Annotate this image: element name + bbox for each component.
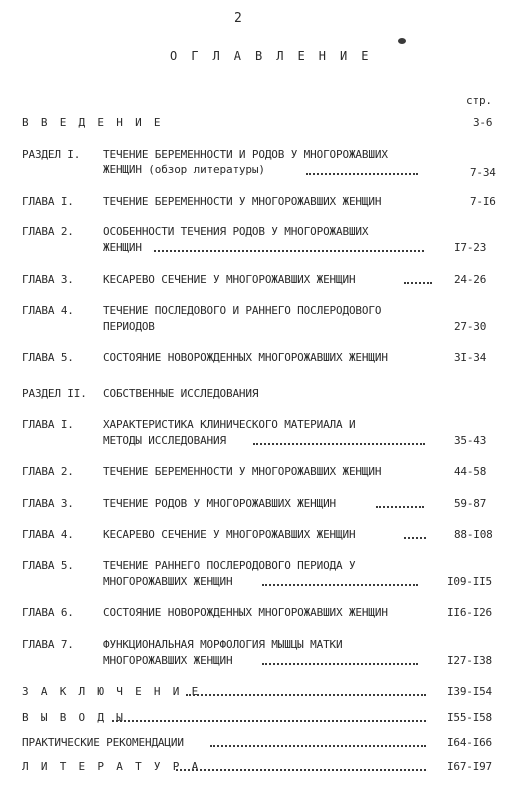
toc-entry-title: СОСТОЯНИЕ НОВОРОЖДЕННЫХ МНОГОРОЖАВШИХ ЖЕНЩИН [103, 606, 388, 619]
dot-leader [176, 763, 426, 771]
toc-chapter-label: ГЛАВА 4. [22, 528, 74, 541]
toc-entry-title: ФУНКЦИОНАЛЬНАЯ МОРФОЛОГИЯ МЫШЦЫ МАТКИ [103, 638, 343, 651]
toc-entry-pages: I39-I54 [447, 685, 492, 698]
toc-entry-pages: 27-30 [454, 320, 487, 333]
toc-entry-pages: 35-43 [454, 434, 487, 447]
toc-entry-title: ТЕЧЕНИЕ БЕРЕМЕННОСТИ У МНОГОРОЖАВШИХ ЖЕНЩИН [103, 195, 382, 208]
dot-leader [376, 500, 424, 508]
dot-leader [262, 657, 418, 665]
toc-entry-pages: 88-I08 [454, 528, 493, 541]
toc-entry-pages: I09-II5 [447, 575, 492, 588]
toc-chapter-label: ГЛАВА 3. [22, 273, 74, 286]
toc-entry-title: СОСТОЯНИЕ НОВОРОЖДЕННЫХ МНОГОРОЖАВШИХ ЖЕНЩИН [103, 351, 388, 364]
toc-entry-title: ТЕЧЕНИЕ РАННЕГО ПОСЛЕРОДОВОГО ПЕРИОДА У [103, 559, 356, 572]
toc-entry-introduction: В В Е Д Е Н И Е [22, 116, 164, 129]
toc-entry-pages: I67-I97 [447, 760, 492, 773]
toc-chapter-label: ГЛАВА 7. [22, 638, 74, 651]
dot-leader [306, 167, 418, 175]
toc-chapter-label: ГЛАВА 5. [22, 559, 74, 572]
toc-entry-pages: I27-I38 [447, 654, 492, 667]
toc-entry-title: МНОГОРОЖАВШИХ ЖЕНЩИН [103, 654, 233, 667]
toc-entry-pages: 7-I6 [470, 195, 496, 208]
toc-entry-findings: В Ы В О Д Ы [22, 711, 126, 724]
toc-entry-pages: I64-I66 [447, 736, 492, 749]
toc-entry-references: Л И Т Е Р А Т У Р А [22, 760, 202, 773]
toc-entry-conclusion: З А К Л Ю Ч Е Н И Е [22, 685, 202, 698]
toc-entry-title: ТЕЧЕНИЕ ПОСЛЕДОВОГО И РАННЕГО ПОСЛЕРОДОВОГО [103, 304, 382, 317]
dot-leader [210, 739, 426, 747]
toc-entry-pages: 7-34 [470, 166, 496, 179]
toc-entry-title: ТЕЧЕНИЕ БЕРЕМЕННОСТИ И РОДОВ У МНОГОРОЖАВШИХ [103, 148, 388, 161]
dot-leader [404, 531, 426, 539]
toc-entry-pages: 24-26 [454, 273, 487, 286]
toc-entry-title: КЕСАРЕВО СЕЧЕНИЕ У МНОГОРОЖАВШИХ ЖЕНЩИН [103, 528, 356, 541]
toc-entry-pages: 44-58 [454, 465, 487, 478]
toc-section-label: РАЗДЕЛ II. [22, 387, 87, 400]
toc-entry-pages: II6-I26 [447, 606, 492, 619]
dot-leader [404, 276, 432, 284]
toc-entry-title: СОБСТВЕННЫЕ ИССЛЕДОВАНИЯ [103, 387, 259, 400]
toc-entry-title: КЕСАРЕВО СЕЧЕНИЕ У МНОГОРОЖАВШИХ ЖЕНЩИН [103, 273, 356, 286]
toc-entry-pages: 3-6 [473, 116, 493, 129]
toc-chapter-label: ГЛАВА 6. [22, 606, 74, 619]
dot-leader [253, 437, 425, 445]
dot-leader [262, 578, 418, 586]
toc-chapter-label: ГЛАВА 2. [22, 465, 74, 478]
toc-chapter-label: ГЛАВА 5. [22, 351, 74, 364]
page-column-label: стр. [466, 94, 492, 107]
toc-entry-pages: I7-23 [454, 241, 487, 254]
toc-entry-pages: 3I-34 [454, 351, 487, 364]
dot-leader [112, 714, 426, 722]
toc-chapter-label: ГЛАВА I. [22, 195, 74, 208]
toc-entry-title: МЕТОДЫ ИССЛЕДОВАНИЯ [103, 434, 226, 447]
dot-leader [186, 688, 426, 696]
toc-chapter-label: ГЛАВА 4. [22, 304, 74, 317]
toc-entry-pages: 59-87 [454, 497, 487, 510]
toc-entry-title: ТЕЧЕНИЕ БЕРЕМЕННОСТИ У МНОГОРОЖАВШИХ ЖЕНЩИН [103, 465, 382, 478]
toc-entry-title: МНОГОРОЖАВШИХ ЖЕНЩИН [103, 575, 233, 588]
toc-entry-recommendations: ПРАКТИЧЕСКИЕ РЕКОМЕНДАЦИИ [22, 736, 184, 749]
toc-entry-pages: I55-I58 [447, 711, 492, 724]
ink-blot [398, 38, 406, 44]
page-number: 2 [234, 11, 242, 26]
toc-entry-title: ЖЕНЩИН (обзор литературы) [103, 163, 265, 176]
dot-leader [154, 244, 424, 252]
page-title: О Г Л А В Л Е Н И Е [170, 49, 372, 63]
toc-entry-title: ОСОБЕННОСТИ ТЕЧЕНИЯ РОДОВ У МНОГОРОЖАВШИХ [103, 225, 369, 238]
toc-chapter-label: ГЛАВА I. [22, 418, 74, 431]
toc-entry-title: ПЕРИОДОВ [103, 320, 155, 333]
toc-section-label: РАЗДЕЛ I. [22, 148, 81, 161]
toc-entry-title: ТЕЧЕНИЕ РОДОВ У МНОГОРОЖАВШИХ ЖЕНЩИН [103, 497, 337, 510]
toc-chapter-label: ГЛАВА 3. [22, 497, 74, 510]
toc-entry-title: ХАРАКТЕРИСТИКА КЛИНИЧЕСКОГО МАТЕРИАЛА И [103, 418, 356, 431]
toc-chapter-label: ГЛАВА 2. [22, 225, 74, 238]
toc-entry-title: ЖЕНЩИН [103, 241, 142, 254]
